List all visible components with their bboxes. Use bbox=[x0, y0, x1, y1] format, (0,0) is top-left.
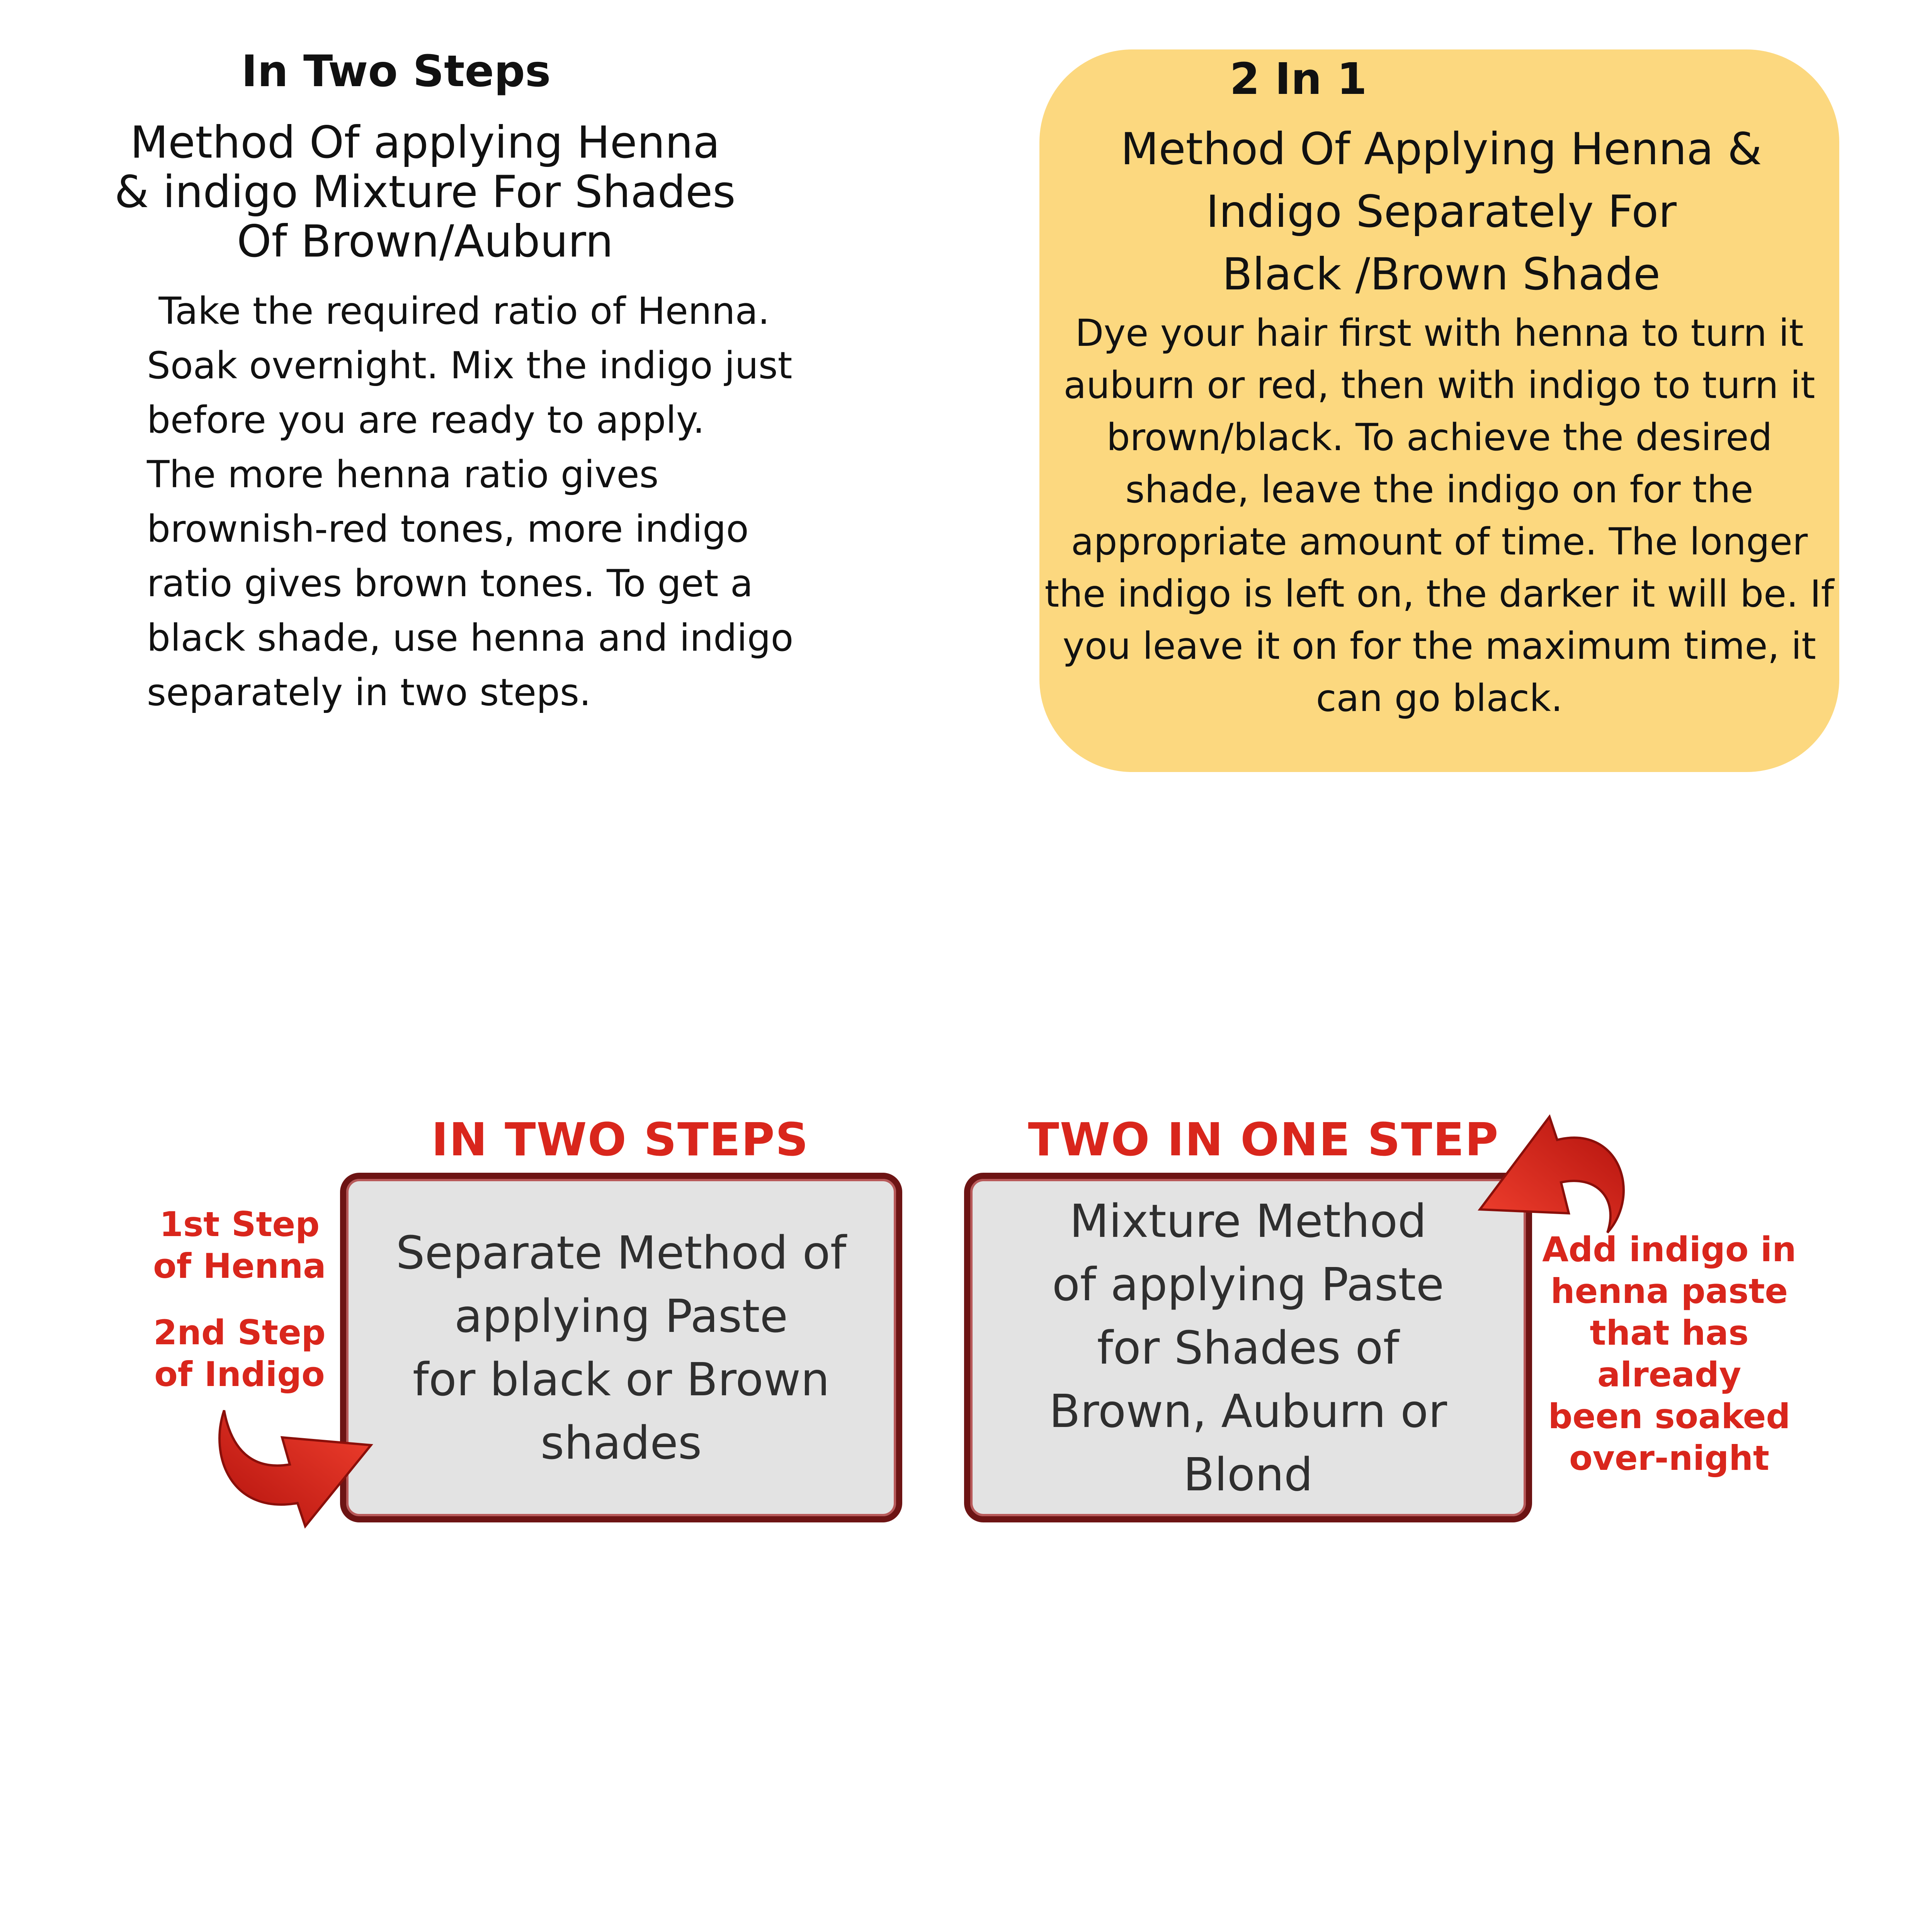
subtitle-line: Method Of Applying Henna & bbox=[1121, 123, 1762, 175]
mixture-method-text bbox=[1049, 1189, 1447, 1506]
panel-line: Brown, Auburn or bbox=[1049, 1384, 1447, 1438]
body-line: Take the required ratio of Henna. bbox=[147, 289, 770, 333]
panel-line: Mixture Method bbox=[1069, 1194, 1427, 1248]
two-steps-subtitle bbox=[108, 118, 742, 266]
subtitle-line: & indigo Mixture For Shades bbox=[114, 166, 736, 218]
label-line: already bbox=[1597, 1355, 1742, 1395]
body-line: black shade, use henna and indigo bbox=[147, 616, 794, 660]
body-line: auburn or red, then with indigo to turn it bbox=[1063, 364, 1815, 407]
body-line: The more henna ratio gives bbox=[147, 453, 659, 496]
body-line: separately in two steps. bbox=[147, 671, 591, 714]
body-line: ratio gives brown tones. To get a bbox=[147, 562, 753, 605]
label-line: of Henna bbox=[153, 1246, 326, 1286]
body-line: Soak overnight. Mix the indigo just bbox=[147, 344, 793, 387]
curved-arrow-icon-left bbox=[209, 1387, 379, 1534]
label-line: 2nd Step bbox=[153, 1313, 326, 1352]
label-line: Add indigo in bbox=[1542, 1230, 1796, 1269]
subtitle-line: Black /Brown Shade bbox=[1222, 248, 1661, 300]
body-line: Dye your hair first with henna to turn it bbox=[1075, 311, 1804, 355]
panel-line: of applying Paste bbox=[1052, 1257, 1444, 1311]
body-line: brown/black. To achieve the desired bbox=[1106, 416, 1772, 459]
two-in-one-step-heading: TWO IN ONE STEP bbox=[1028, 1113, 1499, 1166]
panel-line: applying Paste bbox=[454, 1289, 788, 1343]
body-line: the indigo is left on, the darker it will be. If bbox=[1044, 572, 1834, 616]
panel-line: Blond bbox=[1183, 1447, 1313, 1501]
subtitle-line: Indigo Separately For bbox=[1206, 186, 1677, 237]
label-line: over-night bbox=[1569, 1438, 1769, 1478]
body-line: brownish-red tones, more indigo bbox=[147, 507, 749, 551]
second-step-label bbox=[131, 1312, 348, 1395]
label-line: that has bbox=[1590, 1313, 1749, 1353]
mixture-method-panel bbox=[964, 1173, 1532, 1522]
subtitle-line: Method Of applying Henna bbox=[130, 117, 720, 168]
label-line: been soaked bbox=[1548, 1396, 1791, 1436]
separate-method-text bbox=[396, 1221, 847, 1475]
two-steps-title: In Two Steps bbox=[241, 46, 551, 97]
first-step-label bbox=[131, 1204, 348, 1287]
body-line: you leave it on for the maximum time, it bbox=[1063, 624, 1816, 668]
panel-line: Separate Method of bbox=[396, 1226, 847, 1279]
label-line: of Indigo bbox=[154, 1354, 325, 1394]
body-line: shade, leave the indigo on for the bbox=[1125, 468, 1753, 511]
in-two-steps-heading: IN TWO STEPS bbox=[431, 1113, 809, 1166]
curved-arrow-icon-right bbox=[1480, 1117, 1642, 1264]
body-line: can go black. bbox=[1316, 677, 1563, 720]
subtitle-line: Of Brown/Auburn bbox=[236, 216, 614, 267]
body-line: before you are ready to apply. bbox=[147, 398, 705, 442]
separate-method-panel bbox=[340, 1173, 902, 1522]
panel-line: shades bbox=[540, 1416, 702, 1469]
two-steps-description bbox=[147, 284, 835, 720]
label-line: 1st Step bbox=[159, 1204, 320, 1244]
body-line: appropriate amount of time. The longer bbox=[1071, 520, 1808, 563]
label-line: henna paste bbox=[1550, 1271, 1788, 1311]
two-in-one-subtitle bbox=[1097, 118, 1785, 306]
panel-line: for black or Brown bbox=[412, 1352, 830, 1406]
panel-line: for Shades of bbox=[1097, 1321, 1399, 1374]
two-in-one-title: 2 In 1 bbox=[1230, 54, 1367, 104]
two-in-one-description bbox=[1039, 307, 1839, 724]
add-indigo-label bbox=[1530, 1229, 1808, 1479]
